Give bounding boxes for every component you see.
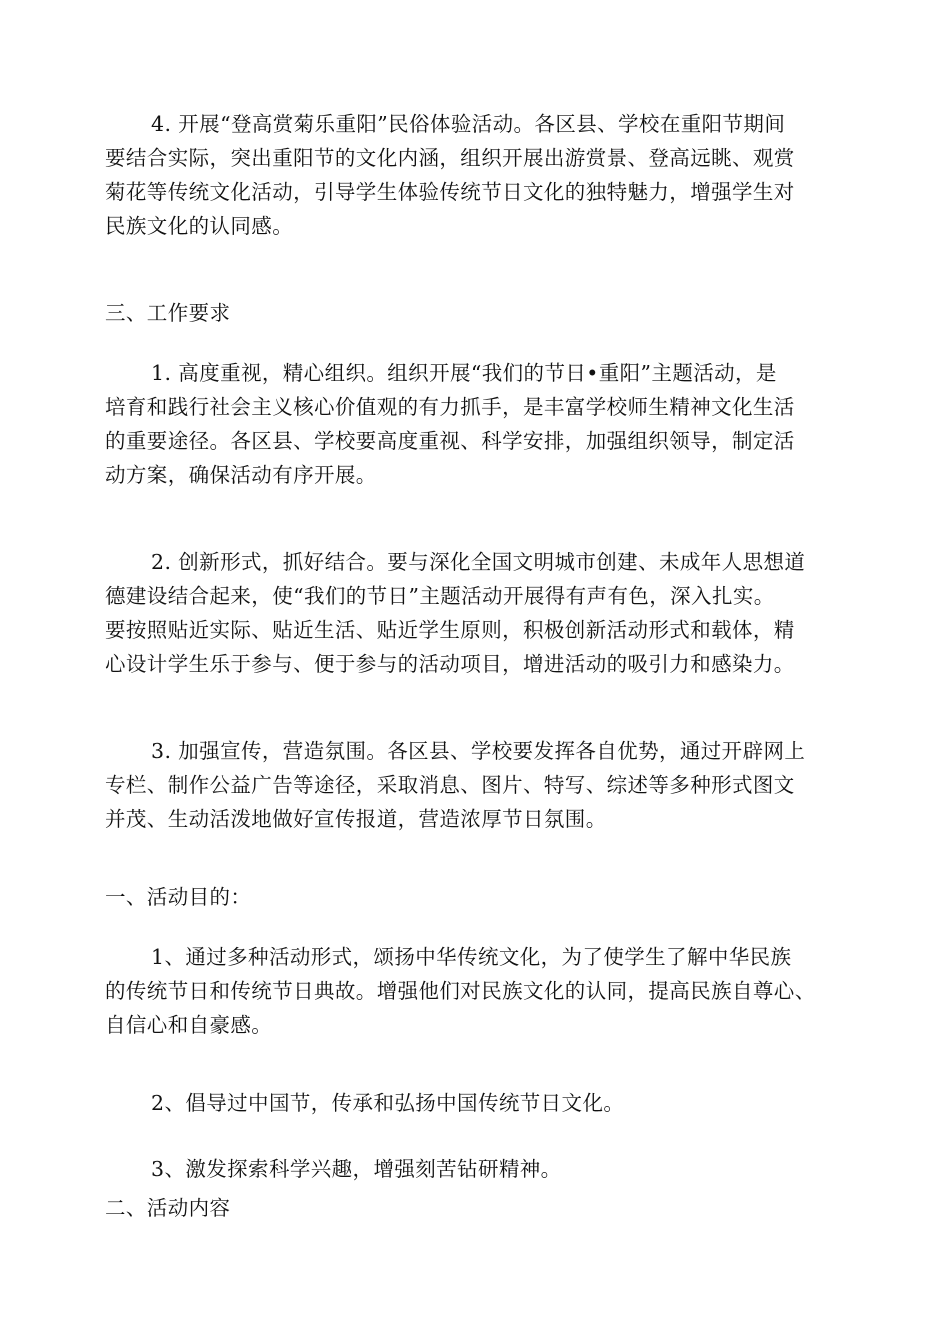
text-line: 心设计学生乐于参与、便于参与的活动项目，增进活动的吸引力和感染力。: [105, 652, 795, 676]
section-heading-work-requirements: 三、工作要求: [105, 301, 231, 325]
text-line: 2、倡导过中国节，传承和弘扬中国传统节日文化。: [151, 1091, 625, 1115]
text-line: 的重要途径。各区县、学校要高度重视、科学安排，加强组织领导，制定活: [105, 429, 795, 453]
text-line: 的传统节日和传统节日典故。增强他们对民族文化的认同，提高民族自尊心、: [105, 979, 816, 1003]
text-line: 并茂、生动活泼地做好宣传报道，营造浓厚节日氛围。: [105, 807, 607, 831]
text-line: 菊花等传统文化活动，引导学生体验传统节日文化的独特魅力，增强学生对: [105, 180, 795, 204]
paragraph-item-4: [105, 107, 853, 243]
text-line: 3、激发探索科学兴趣，增强刻苦钻研精神。: [151, 1157, 562, 1181]
text-line: 专栏、制作公益广告等途径，采取消息、图片、特写、综述等多种形式图文: [105, 773, 795, 797]
text-line: 德建设结合起来，使“我们的节日”主题活动开展得有声有色，深入扎实。: [105, 584, 775, 608]
text-line: 要结合实际，突出重阳节的文化内涵，组织开展出游赏景、登高远眺、观赏: [105, 146, 795, 170]
paragraph-goal-2: [105, 1086, 853, 1120]
paragraph-requirement-3: [105, 734, 853, 836]
paragraph-requirement-1: [105, 356, 853, 492]
text-line: 民族文化的认同感。: [105, 214, 294, 238]
text-line: 4. 开展“登高赏菊乐重阳”民俗体验活动。各区县、学校在重阳节期间: [151, 112, 786, 136]
text-line: 培育和践行社会主义核心价值观的有力抓手，是丰富学校师生精神文化生活: [105, 395, 795, 419]
paragraph-requirement-2: [105, 545, 853, 681]
section-heading-activity-goals: 一、活动目的：: [105, 885, 252, 909]
text-line: 动方案，确保活动有序开展。: [105, 463, 377, 487]
text-line: 3. 加强宣传，营造氛围。各区县、学校要发挥各自优势，通过开辟网上: [151, 739, 806, 763]
paragraph-goal-3: [105, 1152, 853, 1186]
text-line: 要按照贴近实际、贴近生活、贴近学生原则，积极创新活动形式和载体，精: [105, 618, 795, 642]
text-line: 2. 创新形式，抓好结合。要与深化全国文明城市创建、未成年人思想道: [151, 550, 806, 574]
text-line: 1、通过多种活动形式，颂扬中华传统文化，为了使学生了解中华民族: [151, 945, 792, 969]
paragraph-goal-1: [105, 940, 853, 1042]
section-heading-activity-content: 二、活动内容: [105, 1196, 231, 1220]
text-line: 自信心和自豪感。: [105, 1013, 273, 1037]
text-line: 1. 高度重视，精心组织。组织开展“我们的节日•重阳”主题活动，是: [151, 361, 777, 385]
